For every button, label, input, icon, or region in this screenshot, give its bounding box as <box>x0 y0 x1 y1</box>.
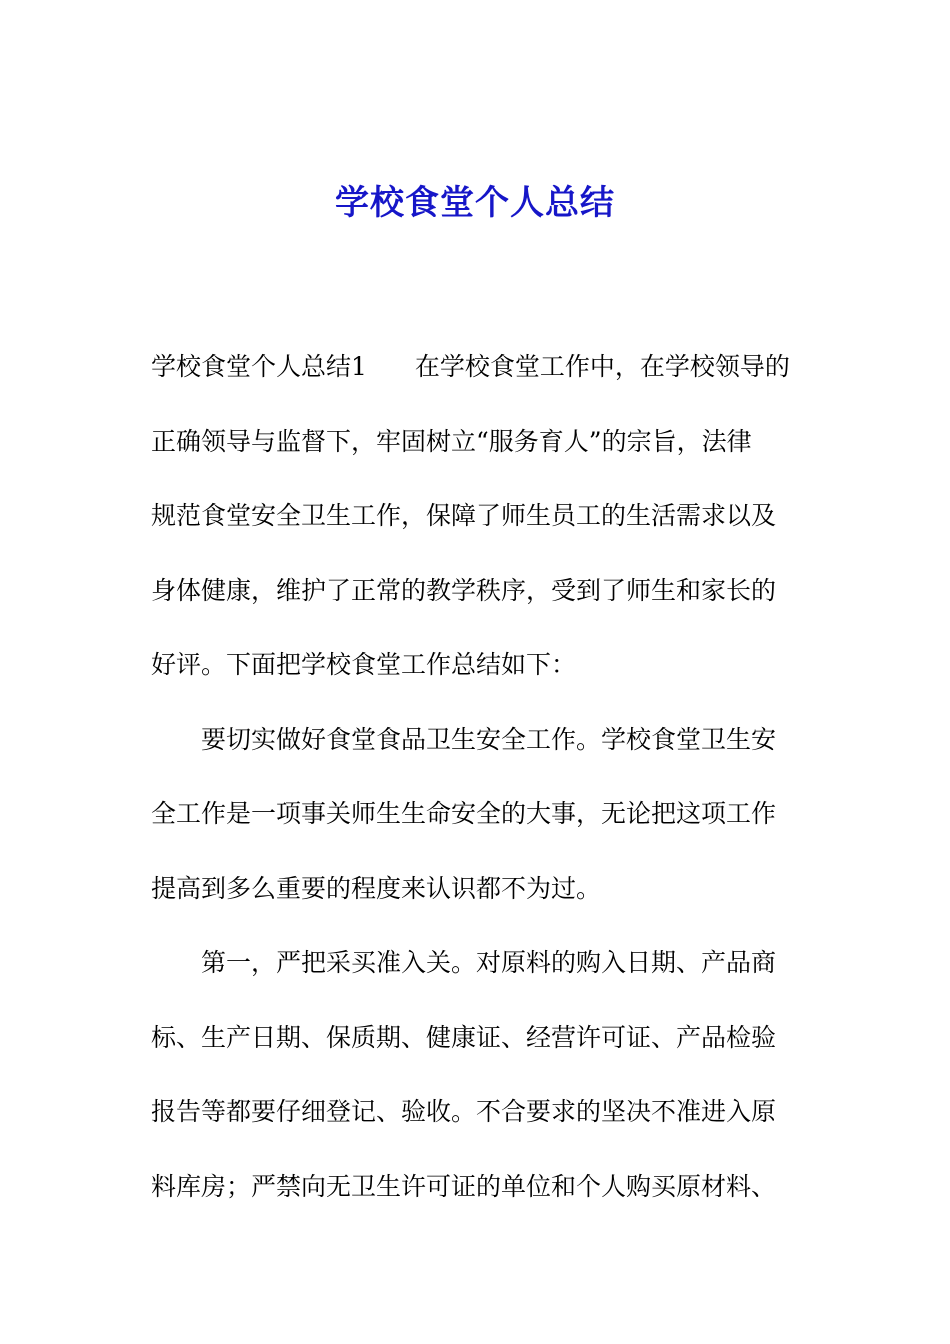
text-line: 好评。下面把学校食堂工作总结如下： <box>151 650 577 679</box>
text-line: 正确领导与监督下，牢固树立“服务育人”的宗旨，法律 <box>151 426 752 456</box>
text-line: 全工作是一项事关师生生命安全的大事，无论把这项工作 <box>151 799 777 828</box>
document-title: 学校食堂个人总结 <box>335 183 615 223</box>
text-line: 提高到多么重要的程度来认识都不为过。 <box>151 873 602 903</box>
text-line <box>151 330 803 405</box>
section-heading: 学校食堂个人总结1 <box>151 352 367 381</box>
text-line: 第一，严把采买准入关。对原料的购入日期、产品商 <box>151 948 777 977</box>
document-body <box>151 330 803 1224</box>
text-line: 料库房；严禁向无卫生许可证的单位和个人购买原材料、 <box>151 1171 777 1201</box>
text-line: 要切实做好食堂食品卫生安全工作。学校食堂卫生安 <box>151 724 777 754</box>
text-line: 标、生产日期、保质期、健康证、经营许可证、产品检验 <box>151 1022 777 1052</box>
text-line: 身体健康，维护了正常的教学秩序，受到了师生和家长的 <box>151 575 777 605</box>
paragraph-text: 在学校食堂工作中，在学校领导的 <box>414 352 790 381</box>
text-line: 报告等都要仔细登记、验收。不合要求的坚决不准进入原 <box>151 1097 777 1126</box>
text-line: 规范食堂安全卫生工作，保障了师生员工的生活需求以及 <box>151 501 777 530</box>
